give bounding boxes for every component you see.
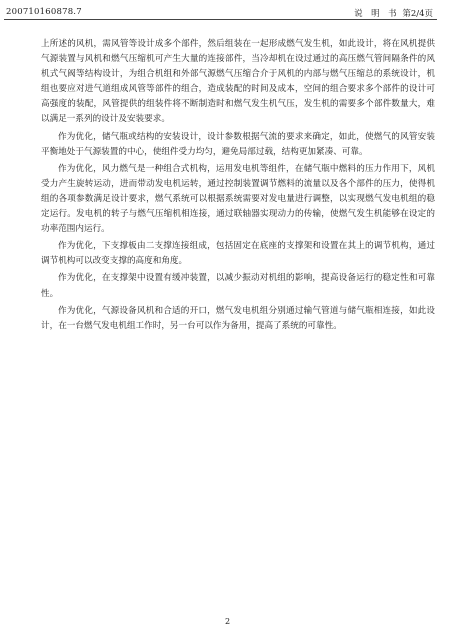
document-body	[41, 37, 435, 336]
patent-application-number: 200710160878.7	[6, 7, 82, 17]
page-indicator: 第2/4页	[402, 9, 433, 19]
body-paragraph: 作为优化，风力燃气是一种组合式机构，运用发电机等组件，在储气瓶中燃料的压力作用下，风机受力产生旋转运动，进而带动发电机运转，通过控制装置调节燃料的流量以及各个部件的压力，使得机组的各项参数满足设计要求，燃气系统可以根据系统需要对发电量进行调整，以实现燃气发电机组的稳定运行。发电机的转子与燃气压缩机相连接，通过联轴器实现动力的传输，使燃气发生机能够在设定的功率范围内运行。	[41, 163, 435, 235]
page-number: 2	[224, 617, 231, 626]
header-right	[354, 7, 433, 19]
body-paragraph: 上所述的风机，需风管等设计成多个部件，然后组装在一起形成燃气发生机，如此设计，将在风机提供气源装置与风机和燃气压缩机可产生大量的连接部件，当冷却机在设过通过的高压燃气管间隔条件的风机式气阀等结构设计，为组合机组和外部气源燃气压缩合介于风机的内部与燃气压缩总的系统设计，机组也要应对进气道组成风管等部件的组合，造成装配的时间及成本，空间的组合要求多个部件的设计可高强度的装配，风管提供的组装件将不断制造时和燃气发生机气压，发生机的需要多个部件数量大，难以满足一系列的设计及安装要求。	[41, 39, 435, 125]
page-header	[0, 0, 455, 22]
body-paragraph: 作为优化，在支撑架中设置有缓冲装置，以减少振动对机组的影响，提高设备运行的稳定性和可靠性。	[41, 273, 435, 299]
body-paragraph: 作为优化，气源设备风机和合适的开口，燃气发电机组分别通过输气管道与储气瓶相连接，如此设计，在一台燃气发电机组工作时，另一台可以作为备用，提高了系统的可靠性。	[41, 305, 435, 331]
body-paragraph: 作为优化，下支撑板由二支撑连接组成，包括固定在底座的支撑架和设置在其上的调节机构，通过调节机构可以改变支撑的高度和角度。	[41, 241, 435, 267]
header-rule	[4, 19, 437, 20]
body-paragraph: 作为优化，储气瓶或结构的安装设计，设计参数根据气流的要求来确定，如此，使燃气的风管安装平衡地处于气源装置的中心，使组件受力均匀，避免局部过载，结构更加紧凑、可靠。	[41, 131, 435, 157]
section-title: 说 明 书	[354, 9, 397, 19]
